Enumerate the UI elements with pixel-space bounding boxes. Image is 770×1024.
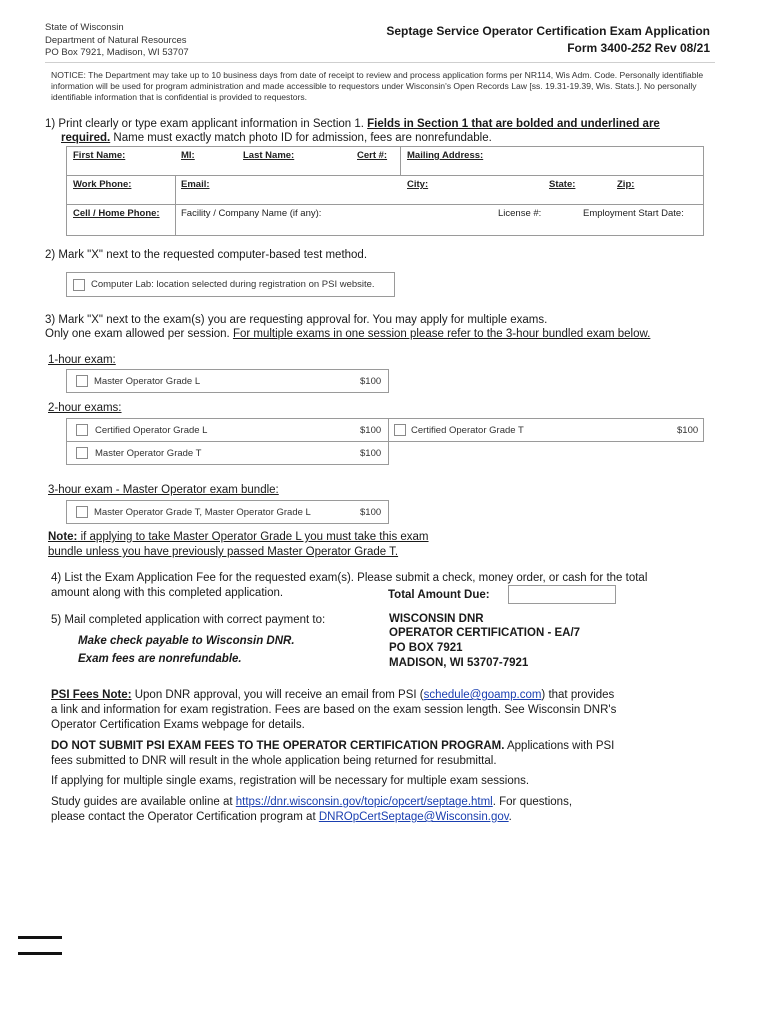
- notice-text: NOTICE: The Department may take up to 10 business days from date of receipt to review and process application forms per NR114, Wis Adm. Code. Personally identifiable information will be used for program administration and made accessible to requestors under Wisconsin's Open Records Law [ss. 19.31-19.39, Wis. Stats.]. No personally identifiable information that is confidential is provided to requestors.: [51, 70, 704, 102]
- bundle-checkbox[interactable]: [76, 506, 88, 518]
- employment-start-field[interactable]: Employment Start Date:: [583, 208, 684, 219]
- one-hour-heading: 1-hour exam:: [48, 354, 116, 366]
- master-grade-t-price: $100: [360, 448, 382, 459]
- table-row-divider: [67, 175, 703, 176]
- mailing-address-field[interactable]: Mailing Address:: [407, 150, 484, 161]
- total-amount-label: Total Amount Due:: [388, 589, 490, 601]
- master-grade-l-price: $100: [360, 376, 382, 387]
- bundle-label: Master Operator Grade T, Master Operator Grade L: [94, 507, 311, 518]
- certified-grade-l-checkbox[interactable]: [76, 424, 88, 436]
- section1-intro: 1) Print clearly or type exam applicant information in Section 1.: [45, 118, 368, 130]
- form-title: Septage Service Operator Certification Exam Application: [386, 24, 710, 38]
- first-name-field[interactable]: First Name:: [73, 150, 126, 161]
- study-guide-text-end: . For questions,: [492, 796, 573, 808]
- certified-grade-l-label: Certified Operator Grade L: [95, 425, 208, 436]
- section2-intro: 2) Mark "X" next to the requested computer-based test method.: [45, 249, 368, 261]
- note-text: if applying to take Master Operator Grade L you must take this exam: [77, 531, 429, 543]
- psi-warning-bold: DO NOT SUBMIT PSI EXAM FEES TO THE OPERATOR CERTIFICATION PROGRAM.: [51, 740, 505, 752]
- computer-lab-checkbox[interactable]: [73, 279, 85, 291]
- psi-note-line2: a link and information for exam registration. Fees are based on the exam session length. See Wisconsin DNR's: [51, 704, 617, 716]
- certified-grade-t-label: Certified Operator Grade T: [411, 425, 524, 436]
- certified-grade-t-checkbox[interactable]: [394, 424, 406, 436]
- three-hour-heading: 3-hour exam - Master Operator exam bundle:: [48, 484, 279, 496]
- cell-phone-field[interactable]: Cell / Home Phone:: [73, 208, 160, 219]
- facility-name-field[interactable]: Facility / Company Name (if any):: [181, 208, 322, 219]
- section1-intro-line1: [45, 117, 660, 131]
- section3-intro-line1: 3) Mark "X" next to the exam(s) you are requesting approval for. You may apply for multiple exams.: [45, 314, 548, 326]
- form-number: [567, 41, 710, 55]
- master-grade-l-checkbox[interactable]: [76, 375, 88, 387]
- address-line-3: PO BOX 7921: [389, 642, 463, 654]
- psi-warning-line2: fees submitted to DNR will result in the whole application being returned for resubmittal.: [51, 755, 497, 767]
- form-id: 252: [631, 41, 652, 55]
- section4-line1: 4) List the Exam Application Fee for the requested exam(s). Please submit a check, money order, or cash for the total: [51, 572, 648, 584]
- psi-warning-line1: [51, 739, 614, 753]
- test-method-box: [66, 272, 395, 297]
- one-hour-exam-row: [66, 369, 389, 393]
- bundle-note-line2: bundle unless you have previously passed Master Operator Grade T.: [48, 546, 399, 558]
- contact-email-link[interactable]: DNROpCertSeptage@Wisconsin.gov: [318, 811, 509, 823]
- applicant-info-table: [66, 146, 704, 236]
- computer-lab-label: Computer Lab: location selected during registration on PSI website.: [91, 279, 375, 290]
- certified-grade-t-price: $100: [677, 425, 699, 436]
- header-divider: [45, 62, 715, 63]
- page-mark: [18, 936, 62, 939]
- psi-email-link[interactable]: schedule@goamp.com: [423, 689, 542, 701]
- page-mark: [18, 952, 62, 955]
- row-divider: [67, 441, 388, 442]
- form-revision: Rev 08/21: [651, 41, 710, 55]
- form-prefix: Form 3400-: [567, 41, 632, 55]
- address-line-2: OPERATOR CERTIFICATION - EA/7: [389, 627, 581, 639]
- two-hour-exam-left: [66, 418, 389, 465]
- contact-text: please contact the Operator Certification program at: [51, 811, 319, 823]
- bundle-price: $100: [360, 507, 382, 518]
- three-hour-exam-row: [66, 500, 389, 524]
- section3-bundle-note: For multiple exams in one session please refer to the 3-hour bundled exam below.: [232, 328, 651, 340]
- agency-line-department: Department of Natural Resources: [45, 35, 187, 46]
- middle-initial-field[interactable]: MI:: [181, 150, 195, 161]
- fees-nonrefundable-note: Exam fees are nonrefundable.: [78, 653, 242, 665]
- study-guide-text: Study guides are available online at: [51, 796, 236, 808]
- master-grade-t-label: Master Operator Grade T: [95, 448, 202, 459]
- table-col-divider: [400, 147, 401, 175]
- section1-required-note: Fields in Section 1 that are bolded and underlined are: [367, 118, 660, 130]
- two-hour-exam-right: [388, 418, 704, 442]
- psi-warning-rest: Applications with PSI: [504, 740, 615, 752]
- license-number-field[interactable]: License #:: [498, 208, 542, 219]
- section1-intro-rest: Name must exactly match photo ID for admission, fees are nonrefundable.: [110, 132, 492, 144]
- agency-line-state: State of Wisconsin: [45, 22, 124, 33]
- note-label: Note:: [48, 531, 78, 543]
- study-guide-line: [51, 795, 572, 809]
- table-row-divider: [67, 204, 703, 205]
- psi-note-line3: Operator Certification Exams webpage for details.: [51, 719, 305, 731]
- master-grade-l-label: Master Operator Grade L: [94, 376, 201, 387]
- state-field[interactable]: State:: [549, 179, 576, 190]
- total-amount-input[interactable]: [508, 585, 616, 604]
- cert-number-field[interactable]: Cert #:: [357, 150, 388, 161]
- section5-intro: 5) Mail completed application with correct payment to:: [51, 614, 326, 626]
- contact-text-end: .: [508, 811, 512, 823]
- table-col-divider: [175, 175, 176, 235]
- section1-required-word: required.: [61, 132, 111, 144]
- psi-note-text-end: ) that provides: [541, 689, 615, 701]
- agency-line-address: PO Box 7921, Madison, WI 53707: [45, 47, 189, 58]
- certified-grade-l-price: $100: [360, 425, 382, 436]
- city-field[interactable]: City:: [407, 179, 429, 190]
- psi-note-label: PSI Fees Note:: [51, 689, 132, 701]
- last-name-field[interactable]: Last Name:: [243, 150, 295, 161]
- master-grade-t-checkbox[interactable]: [76, 447, 88, 459]
- bundle-note-line1: [48, 530, 429, 544]
- multiple-exams-note: If applying for multiple single exams, registration will be necessary for multiple exam sessions.: [51, 775, 530, 787]
- address-line-1: WISCONSIN DNR: [389, 613, 484, 625]
- section3-intro-line2: [45, 327, 650, 341]
- psi-note-line1: [51, 688, 614, 702]
- email-field[interactable]: Email:: [181, 179, 210, 190]
- two-hour-heading: 2-hour exams:: [48, 402, 122, 414]
- zip-field[interactable]: Zip:: [617, 179, 635, 190]
- contact-line: [51, 810, 512, 824]
- study-guide-link[interactable]: https://dnr.wisconsin.gov/topic/opcert/septage.html: [235, 796, 493, 808]
- psi-note-text: Upon DNR approval, you will receive an email from PSI (: [131, 689, 424, 701]
- work-phone-field[interactable]: Work Phone:: [73, 179, 132, 190]
- section1-intro-line2: [61, 131, 492, 145]
- address-line-4: MADISON, WI 53707-7921: [389, 657, 529, 669]
- check-payable-note: Make check payable to Wisconsin DNR.: [78, 635, 295, 647]
- section4-line2: amount along with this completed application.: [51, 587, 284, 599]
- section3-one-exam-note: Only one exam allowed per session.: [45, 328, 233, 340]
